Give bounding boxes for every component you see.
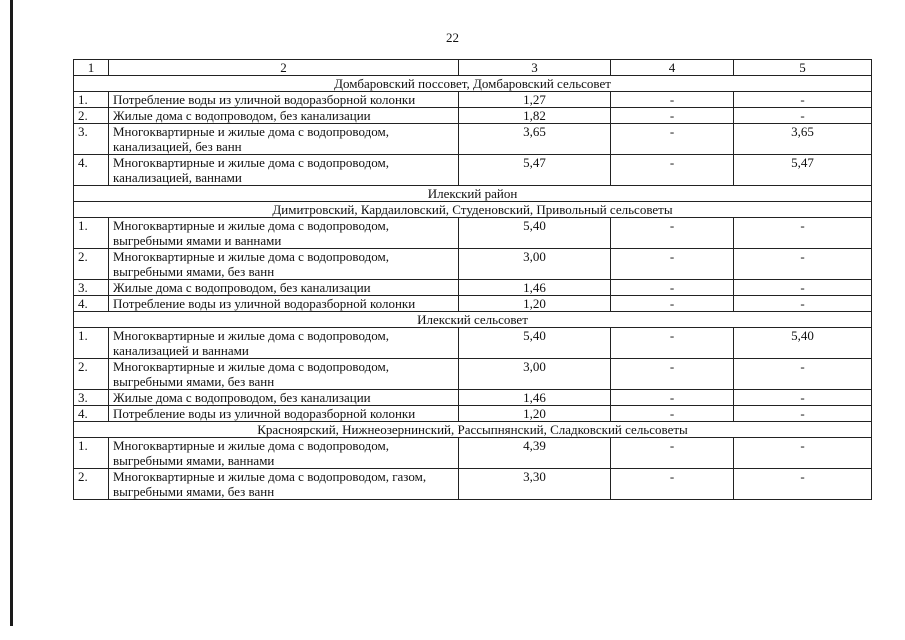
row-value-col5: 3,65: [734, 124, 872, 155]
table-row: [74, 155, 872, 186]
row-value-col5: -: [734, 359, 872, 390]
row-value-col3: 3,65: [459, 124, 611, 155]
row-value-col3: 1,27: [459, 92, 611, 108]
row-description: Многоквартирные и жилые дома с водопроводом, выгребными ямами, ваннами: [109, 438, 459, 469]
row-value-col5: -: [734, 218, 872, 249]
row-value-col3: 3,30: [459, 469, 611, 500]
row-number: 2.: [74, 359, 109, 390]
table-row: [74, 249, 872, 280]
table-row: [74, 390, 872, 406]
table-header-row: [74, 60, 872, 76]
row-value-col5: -: [734, 390, 872, 406]
table-row: [74, 328, 872, 359]
row-description: Жилые дома с водопроводом, без канализации: [109, 108, 459, 124]
row-number: 1.: [74, 218, 109, 249]
section-row: [74, 202, 872, 218]
row-value-col4: -: [611, 124, 734, 155]
row-number: 4.: [74, 155, 109, 186]
table-row: [74, 438, 872, 469]
row-value-col4: -: [611, 108, 734, 124]
row-value-col4: -: [611, 359, 734, 390]
row-description: Потребление воды из уличной водоразборной колонки: [109, 92, 459, 108]
row-number: 2.: [74, 469, 109, 500]
row-value-col3: 1,20: [459, 296, 611, 312]
column-header-4: 4: [611, 60, 734, 76]
row-value-col4: -: [611, 280, 734, 296]
row-value-col5: -: [734, 280, 872, 296]
table-row: [74, 280, 872, 296]
row-value-col5: -: [734, 108, 872, 124]
table-row: [74, 469, 872, 500]
row-value-col4: -: [611, 469, 734, 500]
row-value-col5: -: [734, 249, 872, 280]
row-description: Многоквартирные и жилые дома с водопроводом, выгребными ямами и ваннами: [109, 218, 459, 249]
section-title: Красноярский, Нижнеозернинский, Рассыпнянский, Сладковский сельсоветы: [74, 422, 872, 438]
scan-edge-bar: [10, 0, 13, 626]
section-title: Илекский район: [74, 186, 872, 202]
row-description: Потребление воды из уличной водоразборной колонки: [109, 296, 459, 312]
table-row: [74, 108, 872, 124]
row-value-col3: 5,40: [459, 328, 611, 359]
row-value-col4: -: [611, 406, 734, 422]
section-row: [74, 186, 872, 202]
column-header-1: 1: [74, 60, 109, 76]
row-description: Многоквартирные и жилые дома с водопроводом, канализацией, без ванн: [109, 124, 459, 155]
row-description: Жилые дома с водопроводом, без канализации: [109, 390, 459, 406]
section-row: [74, 422, 872, 438]
row-value-col3: 5,47: [459, 155, 611, 186]
table-row: [74, 406, 872, 422]
row-value-col5: 5,40: [734, 328, 872, 359]
column-header-2: 2: [109, 60, 459, 76]
row-value-col4: -: [611, 155, 734, 186]
table-row: [74, 359, 872, 390]
row-value-col5: -: [734, 406, 872, 422]
page-number: 22: [446, 30, 459, 45]
row-value-col3: 1,20: [459, 406, 611, 422]
row-description: Многоквартирные и жилые дома с водопроводом, выгребными ямами, без ванн: [109, 359, 459, 390]
row-value-col5: -: [734, 296, 872, 312]
row-value-col3: 3,00: [459, 359, 611, 390]
row-number: 3.: [74, 280, 109, 296]
table-row: [74, 296, 872, 312]
column-header-5: 5: [734, 60, 872, 76]
row-number: 3.: [74, 390, 109, 406]
row-value-col3: 1,46: [459, 390, 611, 406]
section-row: [74, 312, 872, 328]
row-value-col3: 1,46: [459, 280, 611, 296]
table-row: [74, 92, 872, 108]
row-value-col5: -: [734, 469, 872, 500]
row-value-col4: -: [611, 296, 734, 312]
row-number: 1.: [74, 92, 109, 108]
row-number: 1.: [74, 328, 109, 359]
row-value-col4: -: [611, 390, 734, 406]
tariff-table: [73, 59, 872, 500]
row-description: Жилые дома с водопроводом, без канализации: [109, 280, 459, 296]
table-row: [74, 124, 872, 155]
row-value-col3: 3,00: [459, 249, 611, 280]
row-number: 4.: [74, 296, 109, 312]
row-value-col5: -: [734, 92, 872, 108]
row-value-col4: -: [611, 218, 734, 249]
row-value-col3: 1,82: [459, 108, 611, 124]
row-value-col4: -: [611, 438, 734, 469]
row-value-col3: 4,39: [459, 438, 611, 469]
row-value-col3: 5,40: [459, 218, 611, 249]
row-description: Многоквартирные и жилые дома с водопроводом, канализацией и ваннами: [109, 328, 459, 359]
row-number: 4.: [74, 406, 109, 422]
row-number: 1.: [74, 438, 109, 469]
row-description: Многоквартирные и жилые дома с водопроводом, канализацией, ваннами: [109, 155, 459, 186]
row-value-col4: -: [611, 249, 734, 280]
section-row: [74, 76, 872, 92]
column-header-3: 3: [459, 60, 611, 76]
row-value-col5: 5,47: [734, 155, 872, 186]
row-number: 2.: [74, 249, 109, 280]
row-number: 2.: [74, 108, 109, 124]
row-value-col4: -: [611, 328, 734, 359]
row-description: Многоквартирные и жилые дома с водопроводом, газом, выгребными ямами, без ванн: [109, 469, 459, 500]
table-row: [74, 218, 872, 249]
section-title: Домбаровский поссовет, Домбаровский сельсовет: [74, 76, 872, 92]
section-title: Димитровский, Кардаиловский, Студеновский, Привольный сельсоветы: [74, 202, 872, 218]
row-description: Многоквартирные и жилые дома с водопроводом, выгребными ямами, без ванн: [109, 249, 459, 280]
section-title: Илекский сельсовет: [74, 312, 872, 328]
row-value-col5: -: [734, 438, 872, 469]
row-number: 3.: [74, 124, 109, 155]
row-value-col4: -: [611, 92, 734, 108]
row-description: Потребление воды из уличной водоразборной колонки: [109, 406, 459, 422]
